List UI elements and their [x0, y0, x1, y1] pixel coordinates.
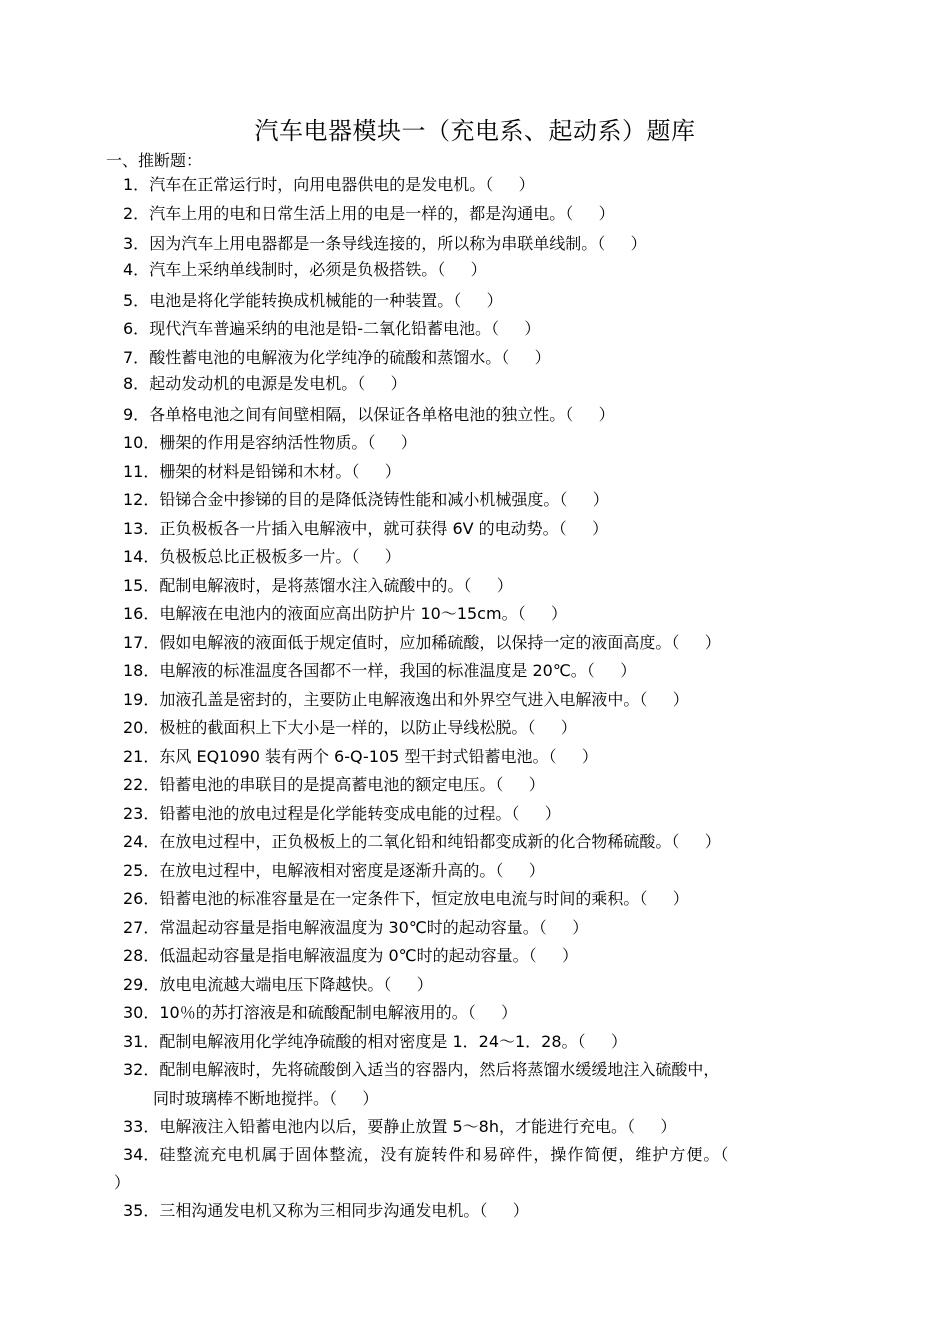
question-number: 23．	[123, 804, 160, 823]
question-text: 硅整流充电机属于固体整流，没有旋转件和易碎件，操作简便，维护方便。（	[159, 1145, 730, 1164]
list-item	[123, 1031, 950, 1053]
list-item	[123, 860, 950, 882]
question-text: 栅架的作用是容纳活性物质。（ ）	[159, 433, 417, 452]
question-number: 27．	[123, 918, 160, 937]
list-item	[123, 632, 950, 654]
question-number: 25．	[123, 861, 160, 880]
question-text: 铅蓄电池的标准容量是在一定条件下，恒定放电电流与时间的乘积。（ ）	[159, 889, 689, 908]
question-number: 33．	[123, 1117, 160, 1136]
question-text: 现代汽车普遍采纳的电池是铅-二氧化铅蓄电池。（ ）	[149, 319, 541, 338]
question-text: 栅架的材料是铅锑和木材。（ ）	[159, 462, 401, 481]
list-item	[123, 945, 950, 967]
question-number: 30．	[123, 1003, 160, 1022]
question-text: 汽车上采纳单线制时，必须是负极搭铁。（ ）	[149, 260, 487, 279]
question-number: 31．	[123, 1032, 160, 1051]
question-text: 汽车在正常运行时，向用电器供电的是发电机。（ ）	[149, 175, 535, 194]
question-number: 24．	[123, 832, 160, 851]
question-text: 铅锑合金中掺锑的目的是降低浇铸性能和减小机械强度。（ ）	[159, 490, 609, 509]
question-number: 4．	[123, 260, 150, 279]
question-number: 16．	[123, 604, 160, 623]
list-item	[123, 831, 950, 853]
question-number: 8．	[123, 374, 150, 393]
list-item	[123, 259, 950, 281]
question-text: 配制电解液用化学纯净硫酸的相对密度是 1．24～1．28。（ ）	[159, 1032, 627, 1051]
list-item	[123, 917, 950, 939]
list-item	[123, 1002, 950, 1024]
list-item	[123, 373, 950, 395]
question-text: 低温起动容量是指电解液温度为 0℃时的起动容量。（ ）	[159, 946, 579, 965]
question-number: 22．	[123, 775, 160, 794]
question-text: 汽车上用的电和日常生活上用的电是一样的，都是沟通电。（ ）	[149, 204, 615, 223]
list-item	[123, 432, 950, 454]
question-number: 11．	[123, 462, 160, 481]
question-number: 12．	[123, 490, 160, 509]
list-item	[123, 603, 950, 625]
list-item	[123, 1116, 950, 1138]
question-text: 10％的苏打溶液是和硫酸配制电解液用的。（ ）	[159, 1003, 518, 1022]
list-item	[123, 233, 950, 255]
list-item	[123, 203, 950, 225]
question-number: 29．	[123, 975, 160, 994]
question-text: 铅蓄电池的串联目的是提高蓄电池的额定电压。（ ）	[159, 775, 545, 794]
question-text: 正负极板各一片插入电解液中，就可获得 6V 的电动势。（ ）	[159, 519, 609, 538]
question-number: 7．	[123, 348, 150, 367]
list-item	[123, 318, 950, 340]
list-item	[123, 174, 950, 196]
question-text: 酸性蓄电池的电解液为化学纯净的硫酸和蒸馏水。（ ）	[149, 348, 551, 367]
question-text: 因为汽车上用电器都是一条导线连接的，所以称为串联单线制。（ ）	[149, 234, 647, 253]
question-number: 21．	[123, 747, 160, 766]
list-item	[123, 461, 950, 483]
question-text: 放电电流越大端电压下降越快。（ ）	[159, 975, 433, 994]
question-text: 常温起动容量是指电解液温度为 30℃时的起动容量。（ ）	[159, 918, 589, 937]
question-continuation: 同时玻璃棒不断地搅拌。（ ）	[153, 1089, 379, 1108]
section-heading: 一、推断题：	[106, 151, 203, 170]
question-number: 17．	[123, 633, 160, 652]
question-text: 假如电解液的液面低于规定值时，应加稀硫酸，以保持一定的液面高度。（ ）	[159, 633, 721, 652]
list-item	[123, 774, 950, 796]
question-text: 铅蓄电池的放电过程是化学能转变成电能的过程。（ ）	[159, 804, 561, 823]
list-item	[123, 888, 950, 910]
question-number: 3．	[123, 234, 150, 253]
question-number: 18．	[123, 661, 160, 680]
question-number: 28．	[123, 946, 160, 965]
question-text: 负极板总比正极板多一片。（ ）	[159, 547, 401, 566]
question-text: 电解液在电池内的液面应高出防护片 10～15cm。（ ）	[159, 604, 567, 623]
list-item	[123, 689, 950, 711]
list-item	[123, 546, 950, 568]
list-item	[123, 489, 950, 511]
list-item	[123, 1144, 950, 1166]
question-number: 26．	[123, 889, 160, 908]
list-item	[123, 717, 950, 739]
question-number: 2．	[123, 204, 150, 223]
list-item	[123, 1059, 950, 1081]
question-number: 6．	[123, 319, 150, 338]
question-text: 在放电过程中，正负极板上的二氧化铅和纯铅都变成新的化合物稀硫酸。（ ）	[159, 832, 721, 851]
question-number: 20．	[123, 718, 160, 737]
question-number: 32．	[123, 1060, 160, 1079]
question-text: 配制电解液时，是将蒸馏水注入硫酸中的。（ ）	[159, 576, 513, 595]
question-text: 在放电过程中，电解液相对密度是逐渐升高的。（ ）	[159, 861, 545, 880]
list-item	[123, 518, 950, 540]
question-number: 19．	[123, 690, 160, 709]
question-text: 电池是将化学能转换成机械能的一种装置。（ ）	[149, 291, 503, 310]
question-text: 各单格电池之间有间壁相隔，以保证各单格电池的独立性。（ ）	[149, 405, 615, 424]
question-text: 电解液的标准温度各国都不一样，我国的标准温度是 20℃。（ ）	[159, 661, 637, 680]
question-number: 1．	[123, 175, 150, 194]
question-text: 加液孔盖是密封的，主要防止电解液逸出和外界空气进入电解液中。（ ）	[159, 690, 689, 709]
list-item	[123, 1200, 950, 1222]
question-number: 15．	[123, 576, 160, 595]
question-text: 极桩的截面积上下大小是一样的，以防止导线松脱。（ ）	[159, 718, 577, 737]
question-text: 配制电解液时，先将硫酸倒入适当的容器内，然后将蒸馏水缓缓地注入硫酸中，	[159, 1060, 720, 1079]
question-number: 5．	[123, 291, 150, 310]
list-item	[123, 803, 950, 825]
question-number: 34．	[123, 1145, 160, 1164]
list-item	[123, 575, 950, 597]
question-text: 东风 EQ1090 装有两个 6-Q-105 型干封式铅蓄电池。（ ）	[159, 747, 598, 766]
list-item	[123, 746, 950, 768]
page-title: 汽车电器模块一（充电系、起动系）题库	[254, 117, 696, 145]
question-number: 9．	[123, 405, 150, 424]
list-item	[123, 290, 950, 312]
list-item	[123, 660, 950, 682]
question-text: 起动发动机的电源是发电机。（ ）	[149, 374, 407, 393]
question-text: 电解液注入铅蓄电池内以后，要静止放置 5～8h，才能进行充电。（ ）	[159, 1117, 677, 1136]
question-number: 35．	[123, 1201, 160, 1220]
question-number: 14．	[123, 547, 160, 566]
question-continuation: ）	[114, 1173, 131, 1192]
list-item	[123, 347, 950, 369]
list-item	[123, 974, 950, 996]
question-number: 10．	[123, 433, 160, 452]
list-item	[123, 404, 950, 426]
question-number: 13．	[123, 519, 160, 538]
question-text: 三相沟通发电机又称为三相同步沟通发电机。（ ）	[159, 1201, 529, 1220]
